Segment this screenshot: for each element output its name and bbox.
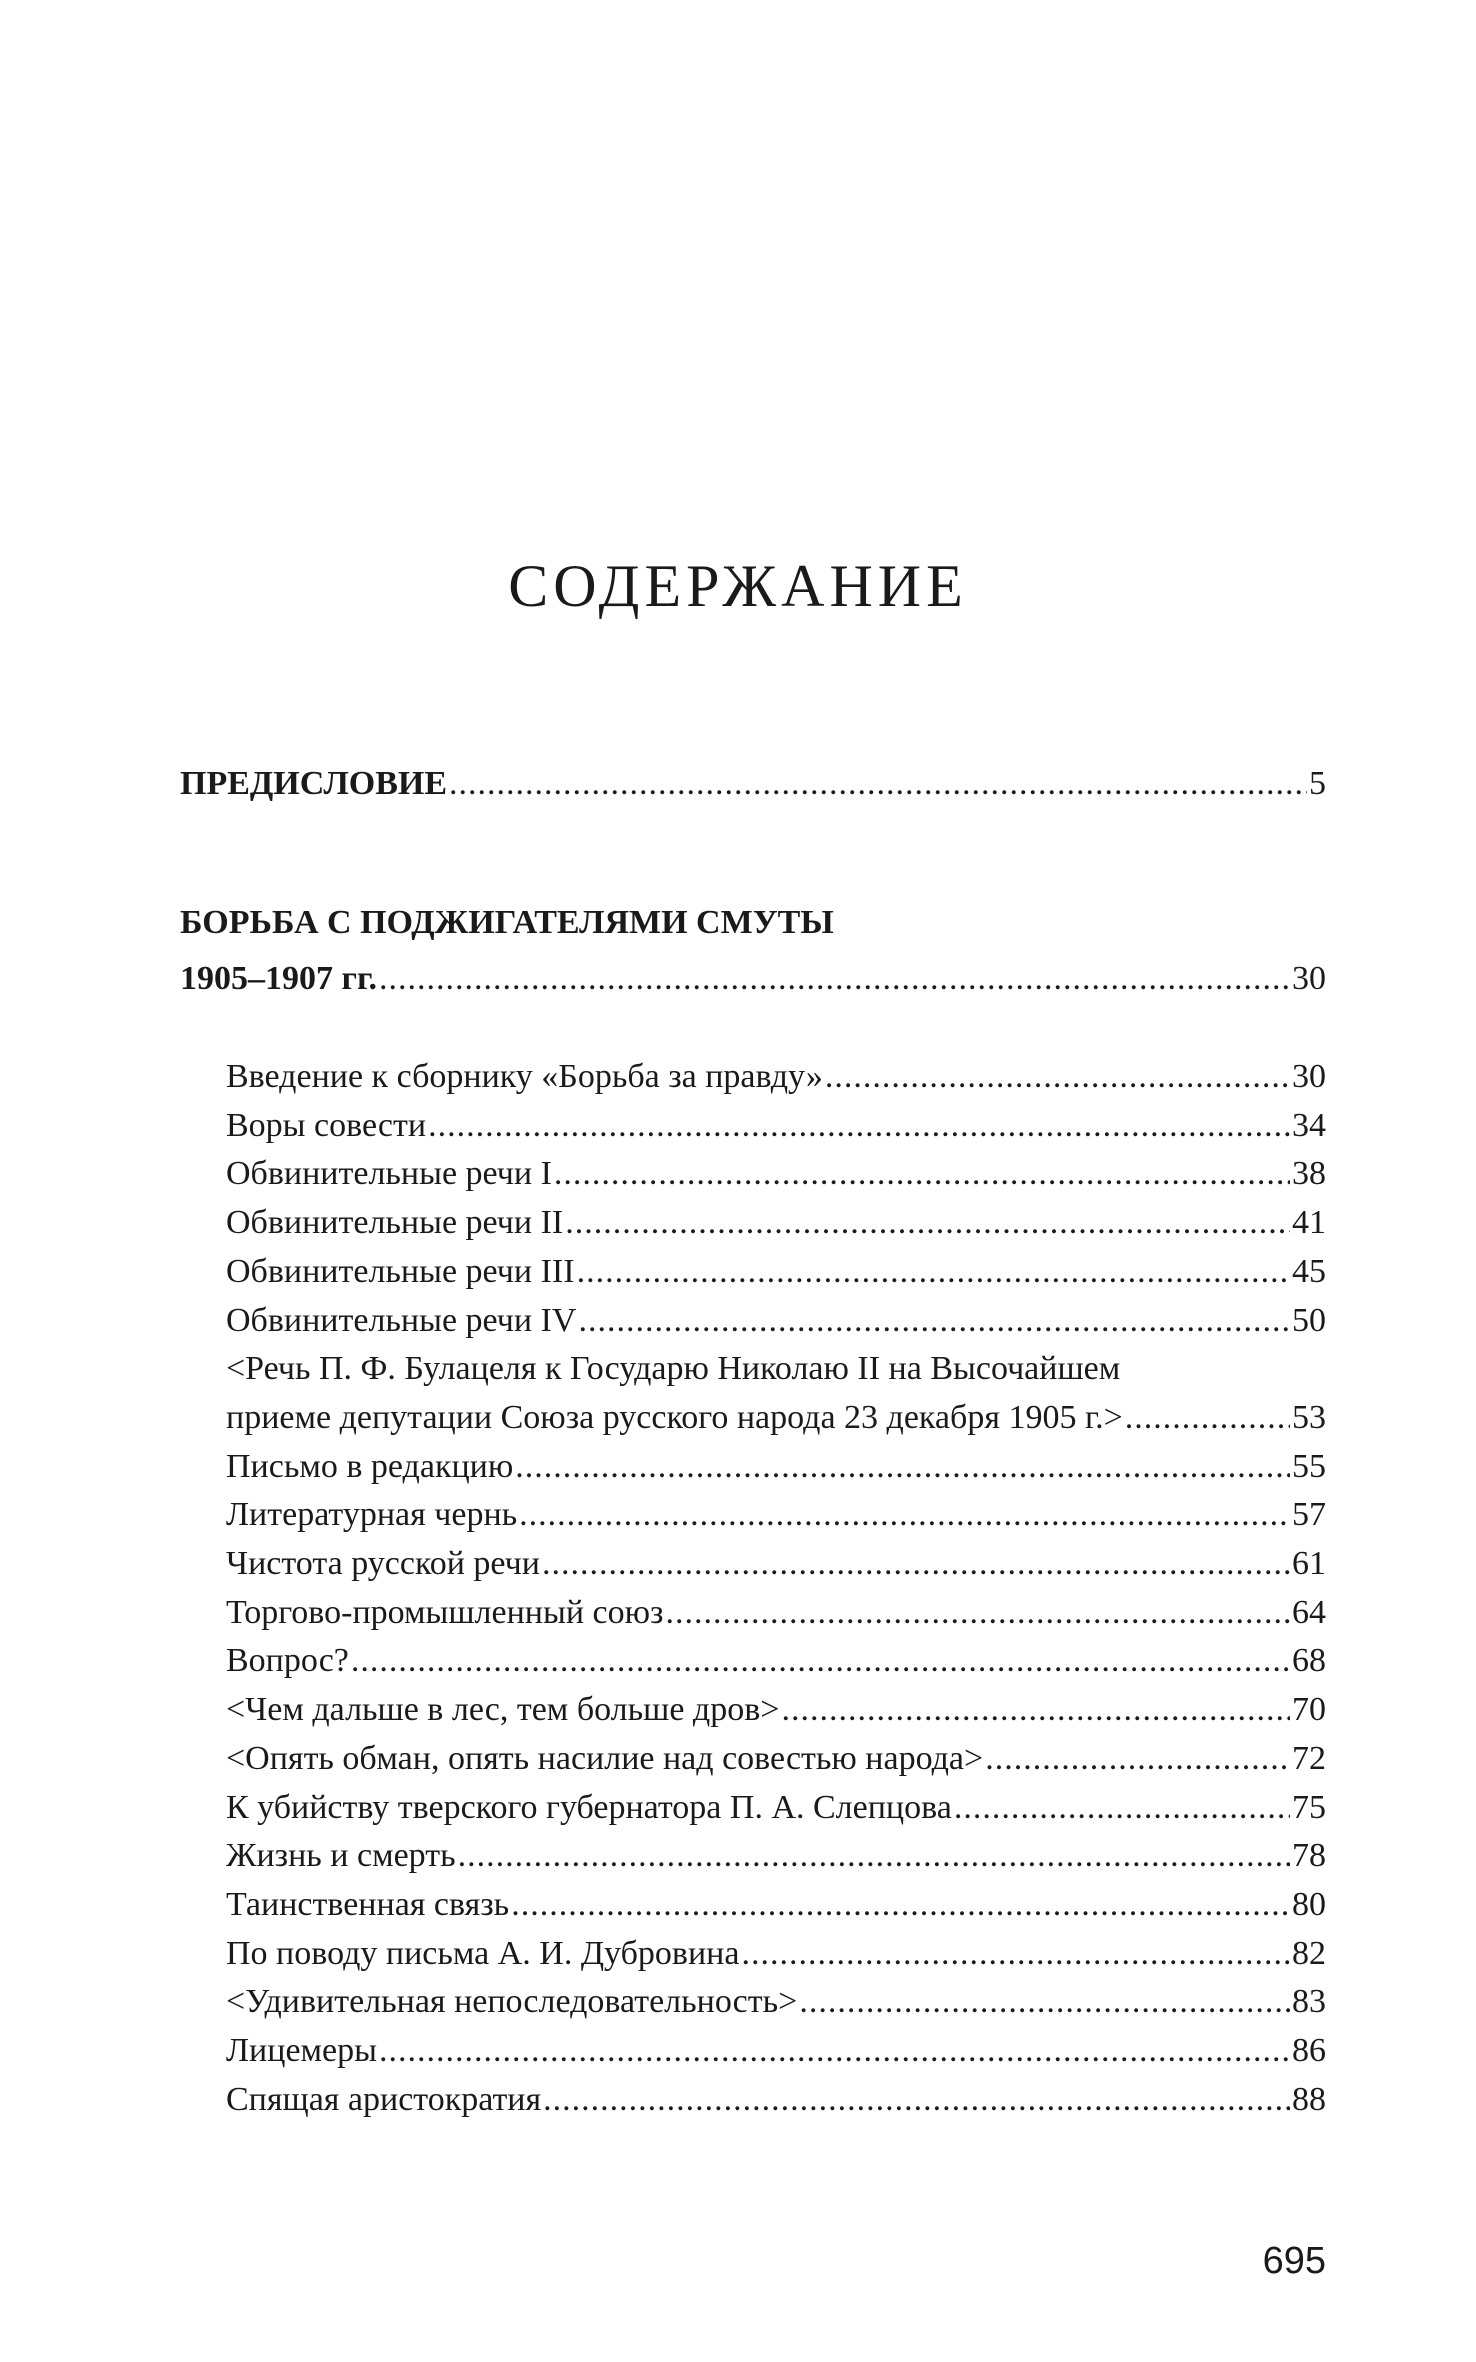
toc-entry-title: Лицемеры [226,2032,377,2069]
dot-leader [799,1982,1290,2022]
toc-entry-page: 61 [1292,1545,1326,1582]
toc-entry-page: 50 [1292,1302,1326,1339]
toc-entry[interactable] [226,2080,1326,2120]
dot-leader [985,1739,1290,1779]
toc-entry-page: 53 [1292,1399,1326,1436]
dot-leader [577,1252,1290,1292]
dot-leader [449,764,1307,804]
dot-leader [379,959,1290,999]
toc-entry-title: Обвинительные речи II [226,1204,564,1241]
dot-leader [515,1447,1290,1487]
toc-entry-title: Воры совести [226,1107,427,1144]
dot-leader [428,1106,1290,1146]
page-title: СОДЕРЖАНИЕ [508,553,968,619]
toc-entry-page: 41 [1292,1204,1326,1241]
toc-entry[interactable] [226,1982,1326,2022]
toc-entry[interactable] [226,1398,1326,1438]
toc-entry-title: По поводу письма А. И. Дубровина [226,1935,740,1972]
dot-leader [565,1203,1290,1243]
dot-leader [379,2031,1290,2071]
toc-entry-preface[interactable] [180,764,1326,804]
toc-entry-title: приеме депутации Союза русского народа 23 декабря 1905 г.> [226,1399,1123,1436]
toc-entry-title: Письмо в редакцию [226,1448,514,1485]
toc-entry-title: <Чем дальше в лес, тем больше дров> [226,1691,780,1728]
toc-entry[interactable] [226,1495,1326,1535]
dot-leader [458,1836,1290,1876]
toc-entry-title: Торгово-промышленный союз [226,1594,664,1631]
toc-entry-page: 30 [1292,960,1326,997]
toc-entry-page: 70 [1292,1691,1326,1728]
toc-entry-title: К убийству тверского губернатора П. А. Слепцова [226,1789,952,1826]
toc-entry-title: 1905–1907 гг. [180,960,378,997]
toc-entry-title: Обвинительные речи IV [226,1302,577,1339]
toc-entry[interactable] [226,1447,1326,1487]
toc-entry-page: 68 [1292,1642,1326,1679]
toc-entry-title: Спящая аристократия [226,2081,542,2118]
toc-entry-title: Литературная чернь [226,1496,518,1533]
dot-leader [543,2080,1290,2120]
toc-entry[interactable] [226,1154,1326,1194]
toc-entry-title: ПРЕДИСЛОВИЕ [180,765,448,802]
toc-entry-page: 72 [1292,1740,1326,1777]
toc-entry-title: <Удивительная непоследовательность> [226,1983,798,2020]
toc-entry-page: 82 [1292,1935,1326,1972]
toc-entry [226,1349,1326,1389]
toc-entry-title: Чистота русской речи [226,1545,540,1582]
toc-entry-page: 86 [1292,2032,1326,2069]
dot-leader [1125,1398,1290,1438]
toc-entry-title: <Опять обман, опять насилие над совестью народа> [226,1740,984,1777]
toc-entry-page: 78 [1292,1837,1326,1874]
toc-entry-title: Обвинительные речи I [226,1155,552,1192]
toc-entry-page: 64 [1292,1594,1326,1631]
toc-entry[interactable] [226,1252,1326,1292]
dot-leader [781,1690,1290,1730]
toc-entry-page: 30 [1292,1058,1326,1095]
toc-entry[interactable] [226,1641,1326,1681]
toc-entry[interactable] [226,1690,1326,1730]
toc-entry[interactable] [226,1934,1326,1974]
toc-entry-title: Введение к сборнику «Борьба за правду» [226,1058,823,1095]
dot-leader [825,1057,1290,1097]
toc-entry-title: Обвинительные речи III [226,1253,575,1290]
toc-entry[interactable] [226,1544,1326,1584]
toc-entry-page: 83 [1292,1983,1326,2020]
toc-entry-title: Таинственная связь [226,1886,510,1923]
toc-entry-page: 34 [1292,1107,1326,1144]
toc-entry-title: Вопрос? [226,1642,349,1679]
toc-entry-page: 45 [1292,1253,1326,1290]
toc-entry[interactable] [226,1203,1326,1243]
page-number: 695 [1262,2240,1326,2282]
toc-section-title: БОРЬБА С ПОДЖИГАТЕЛЯМИ СМУТЫ [180,904,834,941]
toc-entry-page: 88 [1292,2081,1326,2118]
toc-entry-part1[interactable] [180,959,1326,999]
dot-leader [511,1885,1290,1925]
toc-entry[interactable] [226,1836,1326,1876]
toc-entry-page: 57 [1292,1496,1326,1533]
toc-entry-title: <Речь П. Ф. Булацеля к Государю Николаю II на Высочайшем [226,1350,1121,1387]
dot-leader [954,1788,1290,1828]
toc-entry-page: 5 [1309,765,1326,802]
dot-leader [542,1544,1290,1584]
toc-section-title-line1 [180,903,1326,943]
toc-entry[interactable] [226,1739,1326,1779]
dot-leader [578,1301,1290,1341]
toc-entry[interactable] [226,1885,1326,1925]
toc-entry-page: 55 [1292,1448,1326,1485]
toc-entry[interactable] [226,1593,1326,1633]
toc-entry-title: Жизнь и смерть [226,1837,456,1874]
toc-entry-page: 75 [1292,1789,1326,1826]
toc-entry[interactable] [226,1301,1326,1341]
toc-entry-page: 80 [1292,1886,1326,1923]
dot-leader [741,1934,1290,1974]
dot-leader [665,1593,1290,1633]
dot-leader [519,1495,1290,1535]
toc-entry[interactable] [226,1057,1326,1097]
dot-leader [351,1641,1290,1681]
dot-leader [554,1154,1290,1194]
toc-entry[interactable] [226,1788,1326,1828]
toc-entry[interactable] [226,2031,1326,2071]
toc-entry[interactable] [226,1106,1326,1146]
toc-entry-page: 38 [1292,1155,1326,1192]
